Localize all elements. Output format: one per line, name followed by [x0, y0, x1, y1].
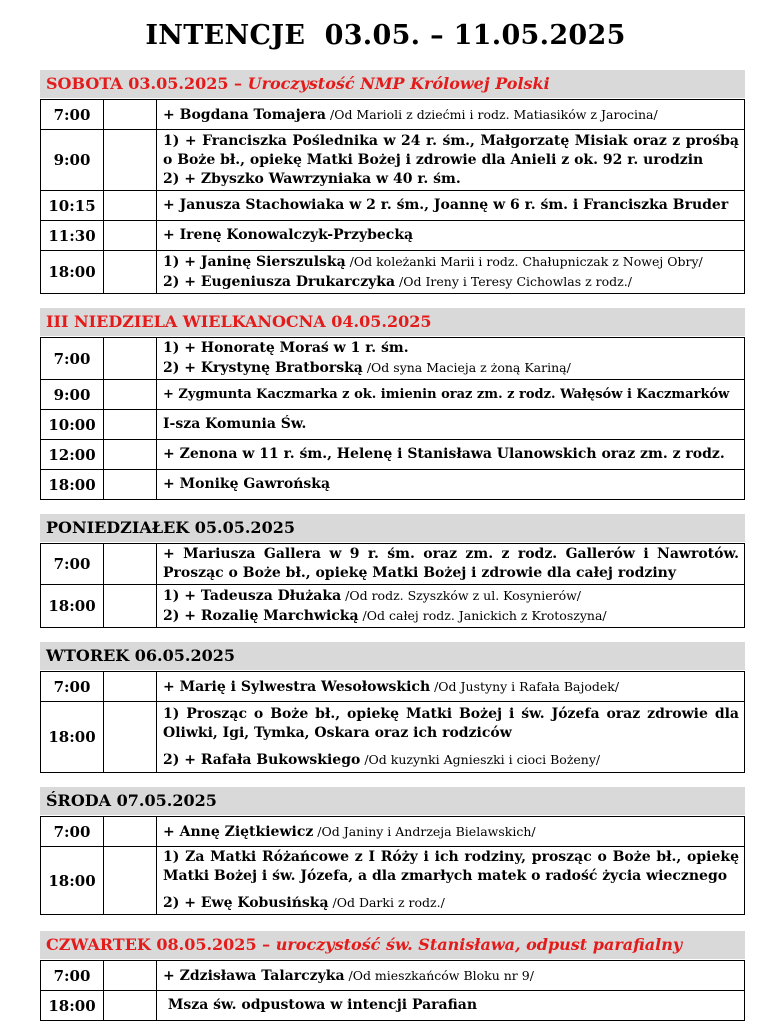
table-row: [41, 991, 745, 1021]
intention-line: [163, 339, 739, 358]
intention-cell: [157, 470, 745, 500]
intention-line: [163, 822, 739, 842]
intention-text: 2) + Rafała Bukowskiego: [163, 751, 361, 768]
intention-text: + Zenona w 11 r. śm., Helenę i Stanisława Ulanowskich oraz zm. z rodz.: [163, 446, 725, 462]
intention-text: Msza św. odpustowa w intencji Parafian: [163, 997, 478, 1013]
table-row: [41, 410, 745, 440]
intention-note: /Od Marioli z dziećmi i rodz. Matiasików z Jarocina/: [326, 106, 658, 122]
intention-line: [163, 226, 739, 245]
intention-note: /Od koleżanki Marii i rodz. Chałupniczak z Nowej Obry/: [345, 254, 703, 269]
intention-line: [163, 996, 739, 1015]
time-cell: 11:30: [41, 221, 104, 251]
time-cell: 7:00: [41, 817, 104, 847]
day-header-label: SOBOTA 03.05.2025 –: [46, 74, 243, 93]
day-header-label: WTOREK 06.05.2025: [46, 646, 235, 665]
intention-text: 1) + Tadeusza Dłużaka: [163, 588, 342, 604]
intention-note: /Od Justyny i Rafała Bajodek/: [430, 678, 620, 694]
day-header-wednesday: [40, 787, 745, 815]
line-gap: [163, 743, 739, 750]
intention-cell: [157, 100, 745, 130]
intention-note: /Od Ireny i Teresy Cichowlas z rodz./: [395, 274, 632, 289]
intention-cell: [157, 817, 745, 847]
table-row: [41, 544, 745, 585]
intention-text: 1) + Janinę Sierszulską: [163, 254, 346, 270]
intention-text: I-sza Komunia Św.: [163, 416, 307, 432]
table-row: [41, 847, 745, 915]
blank-cell: [104, 470, 157, 500]
time-cell: 10:15: [41, 191, 104, 221]
intention-cell: [157, 672, 745, 702]
time-cell: 18:00: [41, 251, 104, 294]
intention-line: [163, 170, 739, 189]
intention-text: + Bogdana Tomajera: [163, 106, 327, 123]
time-cell: 7:00: [41, 338, 104, 380]
intention-cell: [157, 702, 745, 773]
intention-line: [163, 358, 739, 378]
intention-text: Matki Bożej i św. Józefa, a dla zmarłych matek o radość życia wiecznego: [163, 868, 728, 884]
intention-text: 2) + Eugeniusza Drukarczyka: [163, 274, 396, 290]
schedule-table-sunday: [40, 337, 745, 500]
blank-cell: [104, 585, 157, 628]
day-header-label: CZWARTEK 08.05.2025 –: [46, 935, 271, 954]
day-header-label: ŚRODA 07.05.2025: [46, 791, 217, 810]
intention-line: [163, 151, 739, 170]
intention-cell: [157, 221, 745, 251]
time-cell: 7:00: [41, 961, 104, 991]
blank-cell: [104, 544, 157, 585]
time-cell: 7:00: [41, 672, 104, 702]
intention-text: + Irenę Konowalczyk-Przybecką: [163, 227, 414, 243]
line-gap: [163, 886, 739, 893]
intention-text: o Boże bł., opiekę Matki Bożej i zdrowie dla Anieli z ok. 92 r. urodzin: [163, 151, 704, 168]
intention-cell: [157, 585, 745, 628]
day-header-thursday: [40, 931, 745, 959]
blank-cell: [104, 410, 157, 440]
time-cell: 9:00: [41, 380, 104, 410]
intention-line: [163, 564, 739, 583]
blank-cell: [104, 672, 157, 702]
day-header-label: III NIEDZIELA WIELKANOCNA 04.05.2025: [46, 312, 432, 331]
intention-line: [163, 705, 739, 724]
blank-cell: [104, 130, 157, 191]
blank-cell: [104, 338, 157, 380]
intention-line: [163, 385, 739, 404]
table-row: [41, 817, 745, 847]
intention-line: [163, 606, 739, 626]
intention-line: [163, 475, 739, 494]
blank-cell: [104, 100, 157, 130]
time-cell: 7:00: [41, 544, 104, 585]
intention-line: [163, 196, 739, 215]
intention-text: 1) Prosząc o Boże bł., opiekę Matki Bożej i św. Józefa oraz zdrowie dla: [163, 705, 739, 722]
time-cell: 7:00: [41, 100, 104, 130]
intention-text: 1) + Honoratę Moraś w 1 r. śm.: [163, 340, 409, 356]
blank-cell: [104, 440, 157, 470]
time-cell: 18:00: [41, 847, 104, 915]
blank-cell: [104, 380, 157, 410]
time-cell: 18:00: [41, 702, 104, 773]
intention-line: [163, 545, 739, 564]
time-cell: 18:00: [41, 470, 104, 500]
intention-note: /Od Darki z rodz./: [328, 895, 445, 910]
blank-cell: [104, 191, 157, 221]
intention-text: Prosząc o Boże bł., opiekę Matki Bożej i zdrowie dla całej rodziny: [163, 565, 676, 581]
intention-line: [163, 750, 739, 770]
day-header-sunday: [40, 308, 745, 336]
table-row: [41, 130, 745, 191]
day-header-subtitle: uroczystość św. Stanisława, odpust parafialny: [270, 935, 683, 954]
table-row: [41, 585, 745, 628]
table-row: [41, 191, 745, 221]
page-title: INTENCJE 03.05. – 11.05.2025: [145, 20, 626, 51]
table-row: [41, 470, 745, 500]
time-cell: 12:00: [41, 440, 104, 470]
day-header-tuesday: [40, 642, 745, 670]
time-cell: 18:00: [41, 585, 104, 628]
intention-line: [163, 848, 739, 867]
intention-line: [163, 415, 739, 434]
intention-text: + Zdzisława Talarczyka: [163, 967, 345, 984]
intention-line: [163, 867, 739, 886]
table-row: [41, 100, 745, 130]
intention-cell: [157, 251, 745, 294]
day-header-label: PONIEDZIAŁEK 05.05.2025: [46, 518, 295, 537]
intention-line: [163, 252, 739, 272]
intention-cell: [157, 544, 745, 585]
intention-line: [163, 132, 739, 151]
intention-text: + Monikę Gawrońską: [163, 476, 331, 492]
intention-line: [163, 445, 739, 464]
intention-note: /Od Janiny i Andrzeja Bielawskich/: [313, 823, 536, 839]
day-header-monday: [40, 514, 745, 542]
time-cell: 9:00: [41, 130, 104, 191]
intention-line: [163, 966, 739, 986]
blank-cell: [104, 817, 157, 847]
intention-text: + Marię i Sylwestra Wesołowskich: [163, 678, 431, 695]
schedule-table-tuesday: [40, 671, 745, 773]
schedule-table-thursday: [40, 960, 745, 1021]
intention-cell: [157, 380, 745, 410]
intention-note: /Od mieszkańców Bloku nr 9/: [344, 967, 534, 983]
intention-note: /Od syna Macieja z żoną Kariną/: [362, 360, 571, 375]
intention-note: /Od kuzynki Agnieszki i cioci Bożeny/: [360, 751, 601, 767]
intention-text: Oliwki, Igi, Tymka, Oskara oraz ich rodziców: [163, 724, 512, 741]
table-row: [41, 961, 745, 991]
schedule-table-wednesday: [40, 816, 745, 915]
table-row: [41, 338, 745, 380]
intention-line: [163, 724, 739, 743]
day-header-subtitle: Uroczystość NMP Królowej Polski: [242, 74, 550, 93]
intention-text: + Annę Ziętkiewicz: [163, 823, 314, 840]
schedule-table-monday: [40, 543, 745, 628]
intention-note: /Od rodz. Szyszków z ul. Kosynierów/: [341, 588, 581, 603]
intention-cell: [157, 961, 745, 991]
intention-note: /Od całej rodz. Janickich z Krotoszyna/: [358, 608, 607, 623]
intention-text: 2) + Krystynę Bratborską: [163, 360, 363, 376]
table-row: [41, 702, 745, 773]
intention-cell: [157, 338, 745, 380]
intention-line: [163, 677, 739, 697]
table-row: [41, 440, 745, 470]
intention-text: 2) + Ewę Kobusińską: [163, 895, 329, 911]
table-row: [41, 221, 745, 251]
intention-text: 2) + Zbyszko Wawrzyniaka w 40 r. śm.: [163, 170, 461, 187]
day-header-saturday: [40, 70, 745, 98]
intention-text: 1) Za Matki Różańcowe z I Róży i ich rodziny, prosząc o Boże bł., opiekę: [163, 849, 739, 865]
intention-cell: [157, 847, 745, 915]
table-row: [41, 672, 745, 702]
intention-cell: [157, 130, 745, 191]
blank-cell: [104, 702, 157, 773]
intention-text: + Zygmunta Kaczmarka z ok. imienin oraz zm. z rodz. Wałęsów i Kaczmarków: [163, 387, 730, 402]
schedule-table-saturday: [40, 99, 745, 294]
table-row: [41, 380, 745, 410]
blank-cell: [104, 961, 157, 991]
blank-cell: [104, 221, 157, 251]
time-cell: 10:00: [41, 410, 104, 440]
intention-cell: [157, 410, 745, 440]
time-cell: 18:00: [41, 991, 104, 1021]
blank-cell: [104, 251, 157, 294]
table-row: [41, 251, 745, 294]
intention-line: [163, 586, 739, 606]
intention-text: + Janusza Stachowiaka w 2 r. śm., Joannę w 6 r. śm. i Franciszka Bruder: [163, 197, 729, 213]
intention-text: 2) + Rozalię Marchwicką: [163, 608, 359, 624]
intention-cell: [157, 991, 745, 1021]
intention-line: [163, 893, 739, 913]
intention-line: [163, 272, 739, 292]
blank-cell: [104, 991, 157, 1021]
intention-line: [163, 105, 739, 125]
intention-text: 1) + Franciszka Poślednika w 24 r. śm., Małgorzatę Misiak oraz z prośbą: [163, 132, 739, 149]
intention-text: + Mariusza Gallera w 9 r. śm. oraz zm. z rodz. Gallerów i Nawrotów.: [163, 546, 739, 562]
intention-cell: [157, 191, 745, 221]
blank-cell: [104, 847, 157, 915]
intention-cell: [157, 440, 745, 470]
